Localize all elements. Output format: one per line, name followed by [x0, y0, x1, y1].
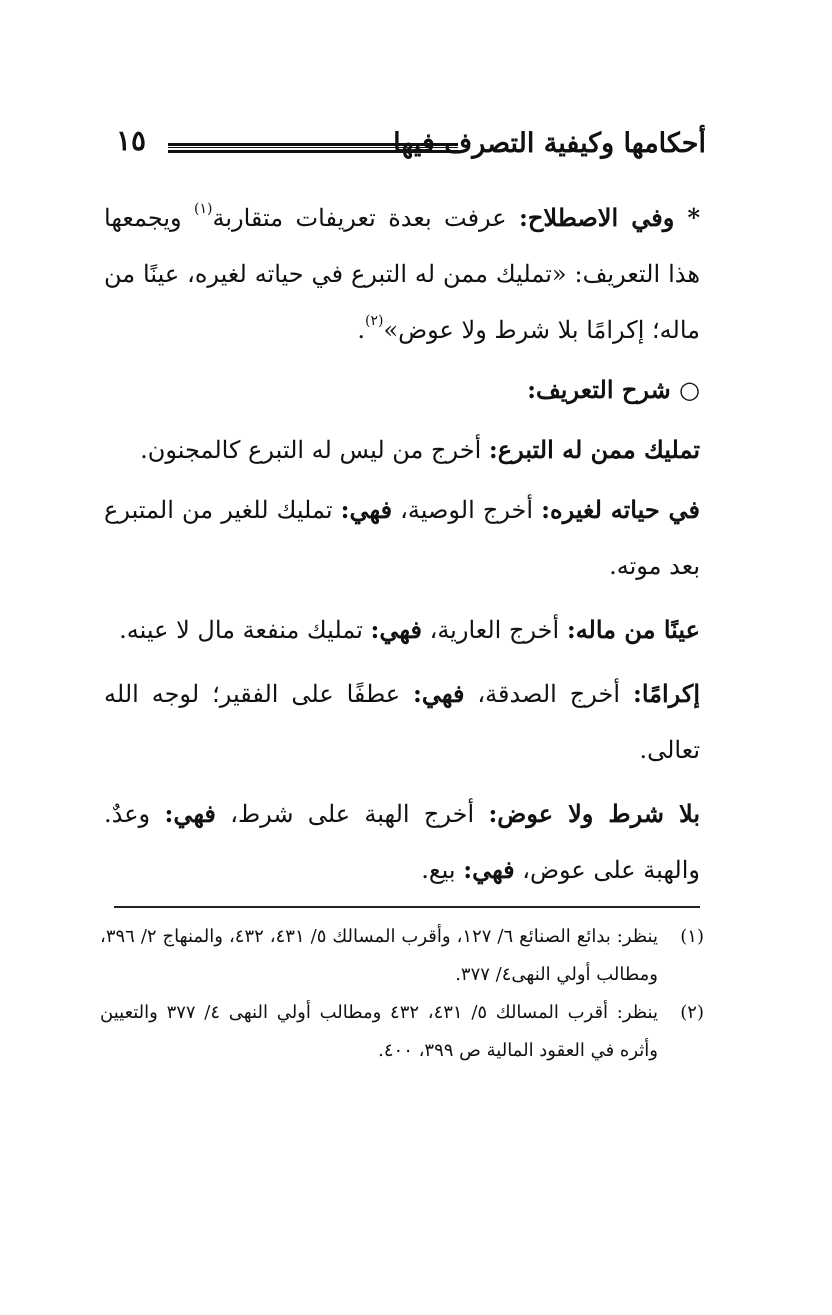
explanation-text: أخرج الوصية، — [392, 496, 542, 524]
definition-paragraph — [104, 190, 700, 358]
footnote-1 — [100, 918, 704, 994]
explanation-text: أخرج من ليس له التبرع كالمجنون. — [140, 436, 489, 464]
footnote-text: ينظر: بدائع الصنائع ٦/ ١٢٧، وأقرب المسالك ٥/ ٤٣١، ٤٣٢، والمنهاج ٢/ ٣٩٦، ومطالب أولي النهى٤/ ٣٧٧. — [100, 926, 658, 985]
term-heading: * وفي الاصطلاح: — [519, 203, 701, 232]
explanation-text: تمليك منفعة مال لا عينه. — [119, 616, 371, 644]
explained-term: إكرامًا: — [632, 679, 700, 708]
page-number: ١٥ — [116, 124, 147, 157]
fahi-label: فهي: — [164, 799, 216, 828]
fahi-label: فهي: — [463, 855, 515, 884]
explanation-item-3 — [104, 602, 700, 658]
footnotes — [100, 918, 704, 1070]
explanation-text: تمليك للغير من المتبرع بعد موته. — [104, 496, 700, 580]
footnote-text: ينظر: أقرب المسالك ٥/ ٤٣١، ٤٣٢ ومطالب أولي النهى ٤/ ٣٧٧ والتعيين وأثره في العقود المالية ص ٣٩٩، ٤٠٠. — [100, 1002, 658, 1061]
running-header — [108, 124, 706, 172]
explanation-item-1 — [104, 422, 700, 478]
paragraph-text: ويجمعها هذا التعريف: «تمليك ممن له التبرع في حياته لغيره، عينًا من ماله؛ إكرامًا بلا شرط ولا عوض» — [104, 204, 700, 344]
explained-term: تمليك ممن له التبرع: — [488, 435, 700, 464]
fahi-label: فهي: — [340, 495, 393, 524]
explanation-text: أخرج الهبة على شرط، — [215, 800, 489, 828]
fahi-label: فهي: — [413, 679, 465, 708]
explanation-item-4 — [104, 666, 700, 778]
explanation-text: أخرج الصدقة، — [464, 680, 633, 708]
explanation-text: وعدٌ. والهبة على عوض، — [104, 800, 700, 884]
footnote-ref-2[interactable]: (٢) — [364, 313, 384, 329]
header-double-rule — [168, 143, 458, 153]
section-heading: ○ شرح التعريف: — [527, 375, 700, 404]
explained-term: في حياته لغيره: — [541, 495, 700, 524]
main-text — [104, 190, 700, 906]
footnote-separator — [114, 906, 700, 908]
explanation-item-5 — [104, 786, 700, 898]
explained-term: عينًا من ماله: — [566, 615, 700, 644]
header-title: أحكامها وكيفية التصرف فيها — [393, 128, 706, 159]
footnote-number: (١) — [680, 926, 704, 947]
explained-term: بلا شرط ولا عوض: — [488, 799, 700, 828]
explanation-text: بيع. — [421, 856, 464, 884]
footnote-ref-1[interactable]: (١) — [194, 201, 213, 217]
explanation-text: عطفًا على الفقير؛ لوجه الله تعالى. — [104, 680, 700, 764]
footnote-2 — [100, 994, 704, 1070]
explanation-item-2 — [104, 482, 700, 594]
explanation-text: أخرج العارية، — [421, 616, 567, 644]
paragraph-text: عرفت بعدة تعريفات متقاربة — [212, 204, 520, 232]
fahi-label: فهي: — [370, 615, 422, 644]
footnote-number: (٢) — [680, 1002, 704, 1023]
paragraph-end: . — [357, 316, 365, 344]
